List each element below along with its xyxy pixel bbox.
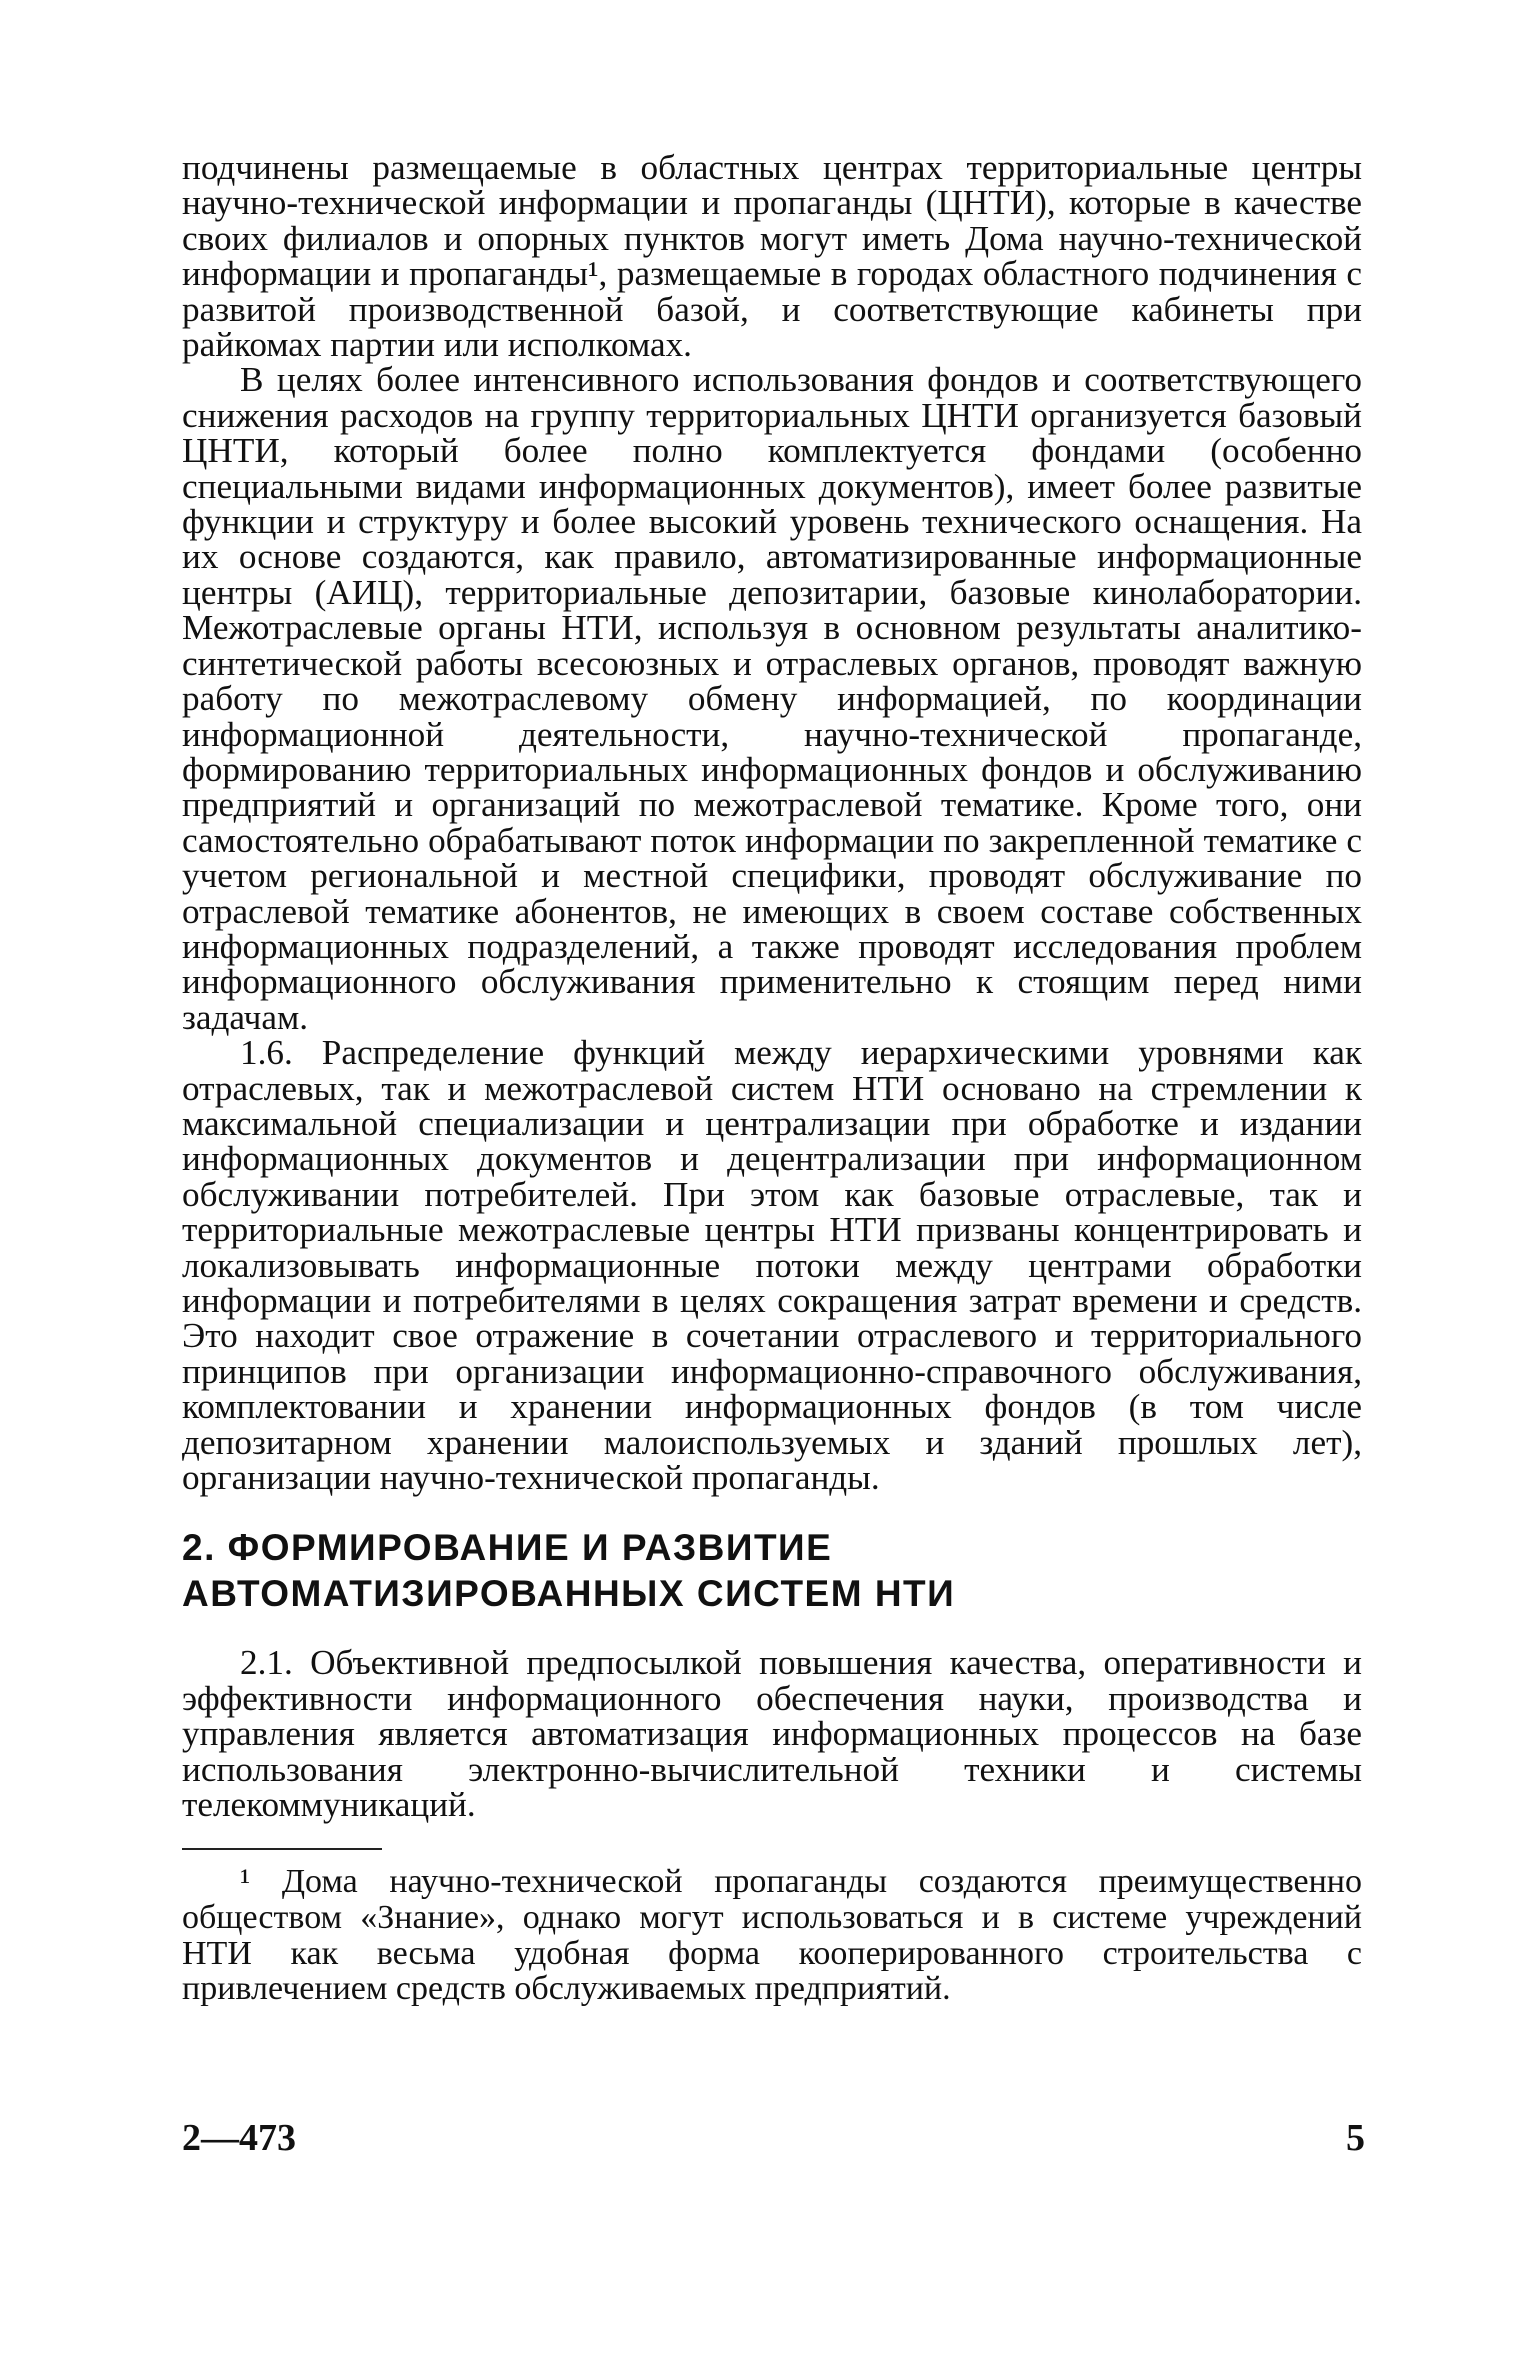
section-heading-line-1: 2. ФОРМИРОВАНИЕ И РАЗВИТИЕ: [182, 1527, 833, 1569]
page-number: 5: [1346, 2117, 1365, 2159]
paragraph-2: В целях более интенсивного использования фондов и соответствующего снижения расходов на группу территориальных ЦНТИ организуется базовый ЦНТИ, который более полно комплектуется фондами (особенно специальными видами информационных документов), имеет более развитые функции и структуру и более высокий уровень технического оснащения. На их основе создаются, как правило, автоматизированные информационные центры (АИЦ), территориальные депозитарии, базовые кинолаборатории. Межотраслевые органы НТИ, используя в основном результаты аналитико-синтетической работы всесоюзных и отраслевых органов, проводят важную работу по межотраслевому обмену информацией, по координации информационной деятельности, научно-технической пропаганде, формированию территориальных информационных фондов и обслуживанию предприятий и организаций по межотраслевой тематике. Кроме того, они самостоятельно обрабатывают поток информации по закрепленной тематике с учетом региональной и местной специфики, проводят обслуживание по отраслевой тематике абонентов, не имеющих в своем составе собственных информационных подразделений, а также проводят исследования проблем информационного обслуживания применительно к стоящим перед ними задачам.: [182, 360, 1362, 1037]
footnote: ¹ Дома научно-технической пропаганды создаются преимущественно обществом «Знание», однако могут использоваться и в системе учреждений НТИ как весьма удобная форма кооперированного строительства с привлечением средств обслуживаемых предприятий.: [182, 1863, 1362, 2008]
page-content: [182, 150, 1362, 2007]
section-heading-line-2: АВТОМАТИЗИРОВАННЫХ СИСТЕМ НТИ: [182, 1573, 956, 1615]
section-heading: [182, 1525, 1362, 1617]
footnote-divider: [182, 1848, 382, 1850]
paragraph-1-6: 1.6. Распределение функций между иерархическими уровнями как отраслевых, так и межотраслевой систем НТИ основано на стремлении к максимальной специализации и централизации при обработке и издании информационных документов и децентрализации при информационном обслуживании потребителей. При этом как базовые отраслевые, так и территориальные межотраслевые центры НТИ призваны концентрировать и локализовывать информационные потоки между центрами обработки информации и потребителями в целях сокращения затрат времени и средств. Это находит свое отражение в сочетании отраслевого и территориального принципов при организации информационно-справочного обслуживания, комплектовании и хранении информационных фондов (в том числе депозитарном хранении малоиспользуемых и зданий прошлых лет), организации научно-технической пропаганды.: [182, 1033, 1362, 1498]
printer-signature: 2—473: [182, 2117, 296, 2159]
paragraph-1: подчинены размещаемые в областных центрах территориальные центры научно-технической информации и пропаганды (ЦНТИ), которые в качестве своих филиалов и опорных пунктов могут иметь Дома научно-технической информации и пропаганды¹, размещаемые в городах областного подчинения с развитой производственной базой, и соответствующие кабинеты при райкомах партии или исполкомах.: [182, 148, 1362, 365]
paragraph-2-1: 2.1. Объективной предпосылкой повышения качества, оперативности и эффективности информационного обеспечения науки, производства и управления является автоматизация информационных процессов на базе использования электронно-вычислительной техники и системы телекоммуникаций.: [182, 1643, 1362, 1825]
